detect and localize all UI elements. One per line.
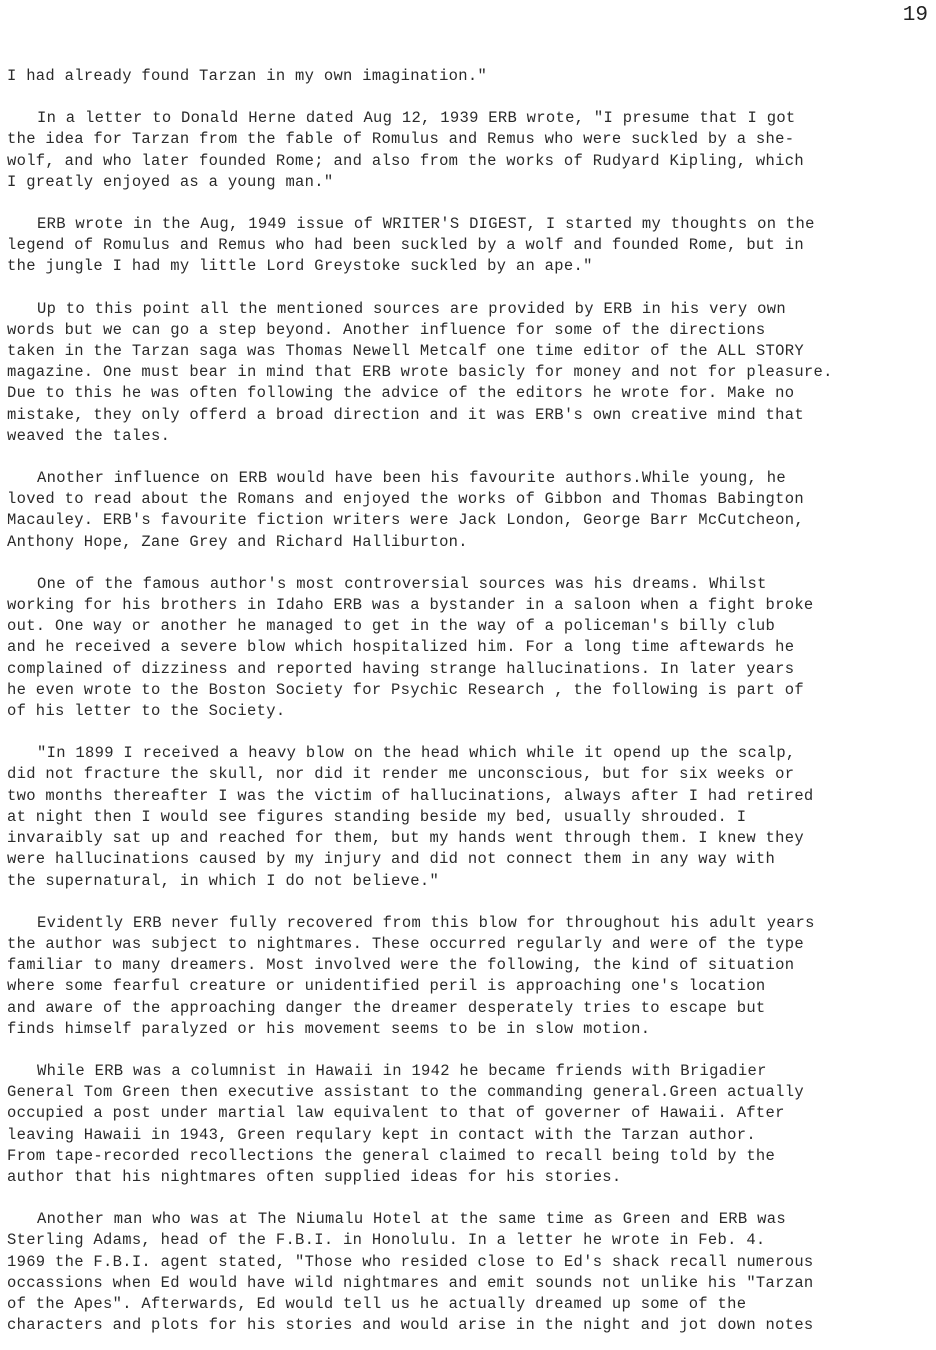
text-line: the supernatural, in which I do not believe." <box>7 871 440 890</box>
text-line: legend of Romulus and Remus who had been suckled by a wolf and founded Rome, but in <box>7 236 804 255</box>
text-line: complained of dizziness and reported having strange hallucinations. In later years <box>7 659 795 678</box>
text-line: and he received a severe blow which hospitalized him. For a long time aftewards he <box>7 638 795 657</box>
text-line: One of the famous author's most controversial sources was his dreams. Whilst <box>37 574 767 593</box>
text-line: While ERB was a columnist in Hawaii in 1942 he became friends with Brigadier <box>37 1061 767 1080</box>
text-line: finds himself paralyzed or his movement seems to be in slow motion. <box>7 1019 651 1038</box>
paragraph <box>7 1061 932 1188</box>
text-line: magazine. One must bear in mind that ERB wrote basicly for money and not for pleasure. <box>7 363 833 382</box>
paragraph <box>7 743 932 891</box>
text-line: General Tom Green then executive assistant to the commanding general.Green actually <box>7 1083 804 1102</box>
text-line: Up to this point all the mentioned sources are provided by ERB in his very own <box>37 299 786 318</box>
text-line: I had already found Tarzan in my own imagination." <box>7 67 488 85</box>
text-line: he even wrote to the Boston Society for Psychic Research , the following is part of <box>7 680 804 699</box>
text-line: Another man who was at The Niumalu Hotel at the same time as Green and ERB was <box>37 1210 786 1229</box>
paragraph <box>7 468 932 553</box>
paragraph <box>7 574 932 722</box>
paragraph <box>7 1209 932 1336</box>
text-line: mistake, they only offerd a broad direction and it was ERB's own creative mind that <box>7 405 804 424</box>
text-line: 1969 the F.B.I. agent stated, "Those who resided close to Ed's shack recall numerous <box>7 1252 814 1271</box>
text-line: familiar to many dreamers. Most involved were the following, the kind of situation <box>7 956 795 975</box>
document-body <box>7 66 932 1350</box>
text-line: two months thereafter I was the victim of hallucinations, always after I had retired <box>7 786 814 805</box>
text-line: From tape-recorded recollections the general claimed to recall being told by the <box>7 1146 776 1165</box>
text-line: I greatly enjoyed as a young man." <box>7 172 334 191</box>
text-line: Macauley. ERB's favourite fiction writers were Jack London, George Barr McCutcheon, <box>7 511 804 530</box>
text-line: Evidently ERB never fully recovered from this blow for throughout his adult years <box>37 913 815 932</box>
text-line: the jungle I had my little Lord Greystoke suckled by an ape." <box>7 257 593 276</box>
text-line: Another influence on ERB would have been his favourite authors.While young, he <box>37 469 786 488</box>
text-line: taken in the Tarzan saga was Thomas Newell Metcalf one time editor of the ALL STORY <box>7 342 804 361</box>
text-line: out. One way or another he managed to get in the way of a policeman's billy club <box>7 617 776 636</box>
text-line: at night then I would see figures standing beside my bed, usually shrouded. I <box>7 807 747 826</box>
text-line: ERB wrote in the Aug, 1949 issue of WRITER'S DIGEST, I started my thoughts on the <box>37 215 815 234</box>
text-line: "In 1899 I received a heavy blow on the head which while it opend up the scalp, <box>37 744 796 763</box>
text-line: Anthony Hope, Zane Grey and Richard Halliburton. <box>7 532 468 551</box>
text-line: were hallucinations caused by my injury and did not connect them in any way with <box>7 850 776 869</box>
text-line: where some fearful creature or unidentified peril is approaching one's location <box>7 977 766 996</box>
text-line: wolf, and who later founded Rome; and also from the works of Rudyard Kipling, which <box>7 151 804 170</box>
paragraph <box>7 214 932 278</box>
text-line: the idea for Tarzan from the fable of Romulus and Remus who were suckled by a she- <box>7 130 795 149</box>
text-line: and aware of the approaching danger the dreamer desperately tries to escape but <box>7 998 766 1017</box>
text-line: of the Apes". Afterwards, Ed would tell us he actually dreamed up some of the <box>7 1294 747 1313</box>
text-line: working for his brothers in Idaho ERB was a bystander in a saloon when a fight broke <box>7 596 814 615</box>
text-line: leaving Hawaii in 1943, Green requlary kept in contact with the Tarzan author. <box>7 1125 756 1144</box>
text-line: loved to read about the Romans and enjoyed the works of Gibbon and Thomas Babington <box>7 490 804 509</box>
text-line: characters and plots for his stories and would arise in the night and jot down notes <box>7 1316 814 1335</box>
text-line: In a letter to Donald Herne dated Aug 12, 1939 ERB wrote, "I presume that I got <box>37 109 796 128</box>
text-line: occupied a post under martial law equivalent to that of governer of Hawaii. After <box>7 1104 785 1123</box>
text-line: occassions when Ed would have wild nightmares and emit sounds not unlike his "Tarzan <box>7 1273 814 1292</box>
text-line: of his letter to the Society. <box>7 702 286 721</box>
text-line: words but we can go a step beyond. Another influence for some of the directions <box>7 320 766 339</box>
text-line: author that his nightmares often supplied ideas for his stories. <box>7 1167 622 1186</box>
text-line: did not fracture the skull, nor did it render me unconscious, but for six weeks or <box>7 765 795 784</box>
paragraph <box>7 108 932 193</box>
page-number: 19 <box>902 4 928 27</box>
text-line: weaved the tales. <box>7 426 171 445</box>
paragraph <box>7 66 932 87</box>
text-line: Due to this he was often following the advice of the editors he wrote for. Make no <box>7 384 795 403</box>
paragraph <box>7 913 932 1040</box>
paragraph <box>7 299 932 447</box>
text-line: the author was subject to nightmares. These occurred regularly and were of the type <box>7 934 804 953</box>
text-line: Sterling Adams, head of the F.B.I. in Honolulu. In a letter he wrote in Feb. 4. <box>7 1231 766 1250</box>
text-line: invaraibly sat up and reached for them, but my hands went through them. I knew they <box>7 829 804 848</box>
